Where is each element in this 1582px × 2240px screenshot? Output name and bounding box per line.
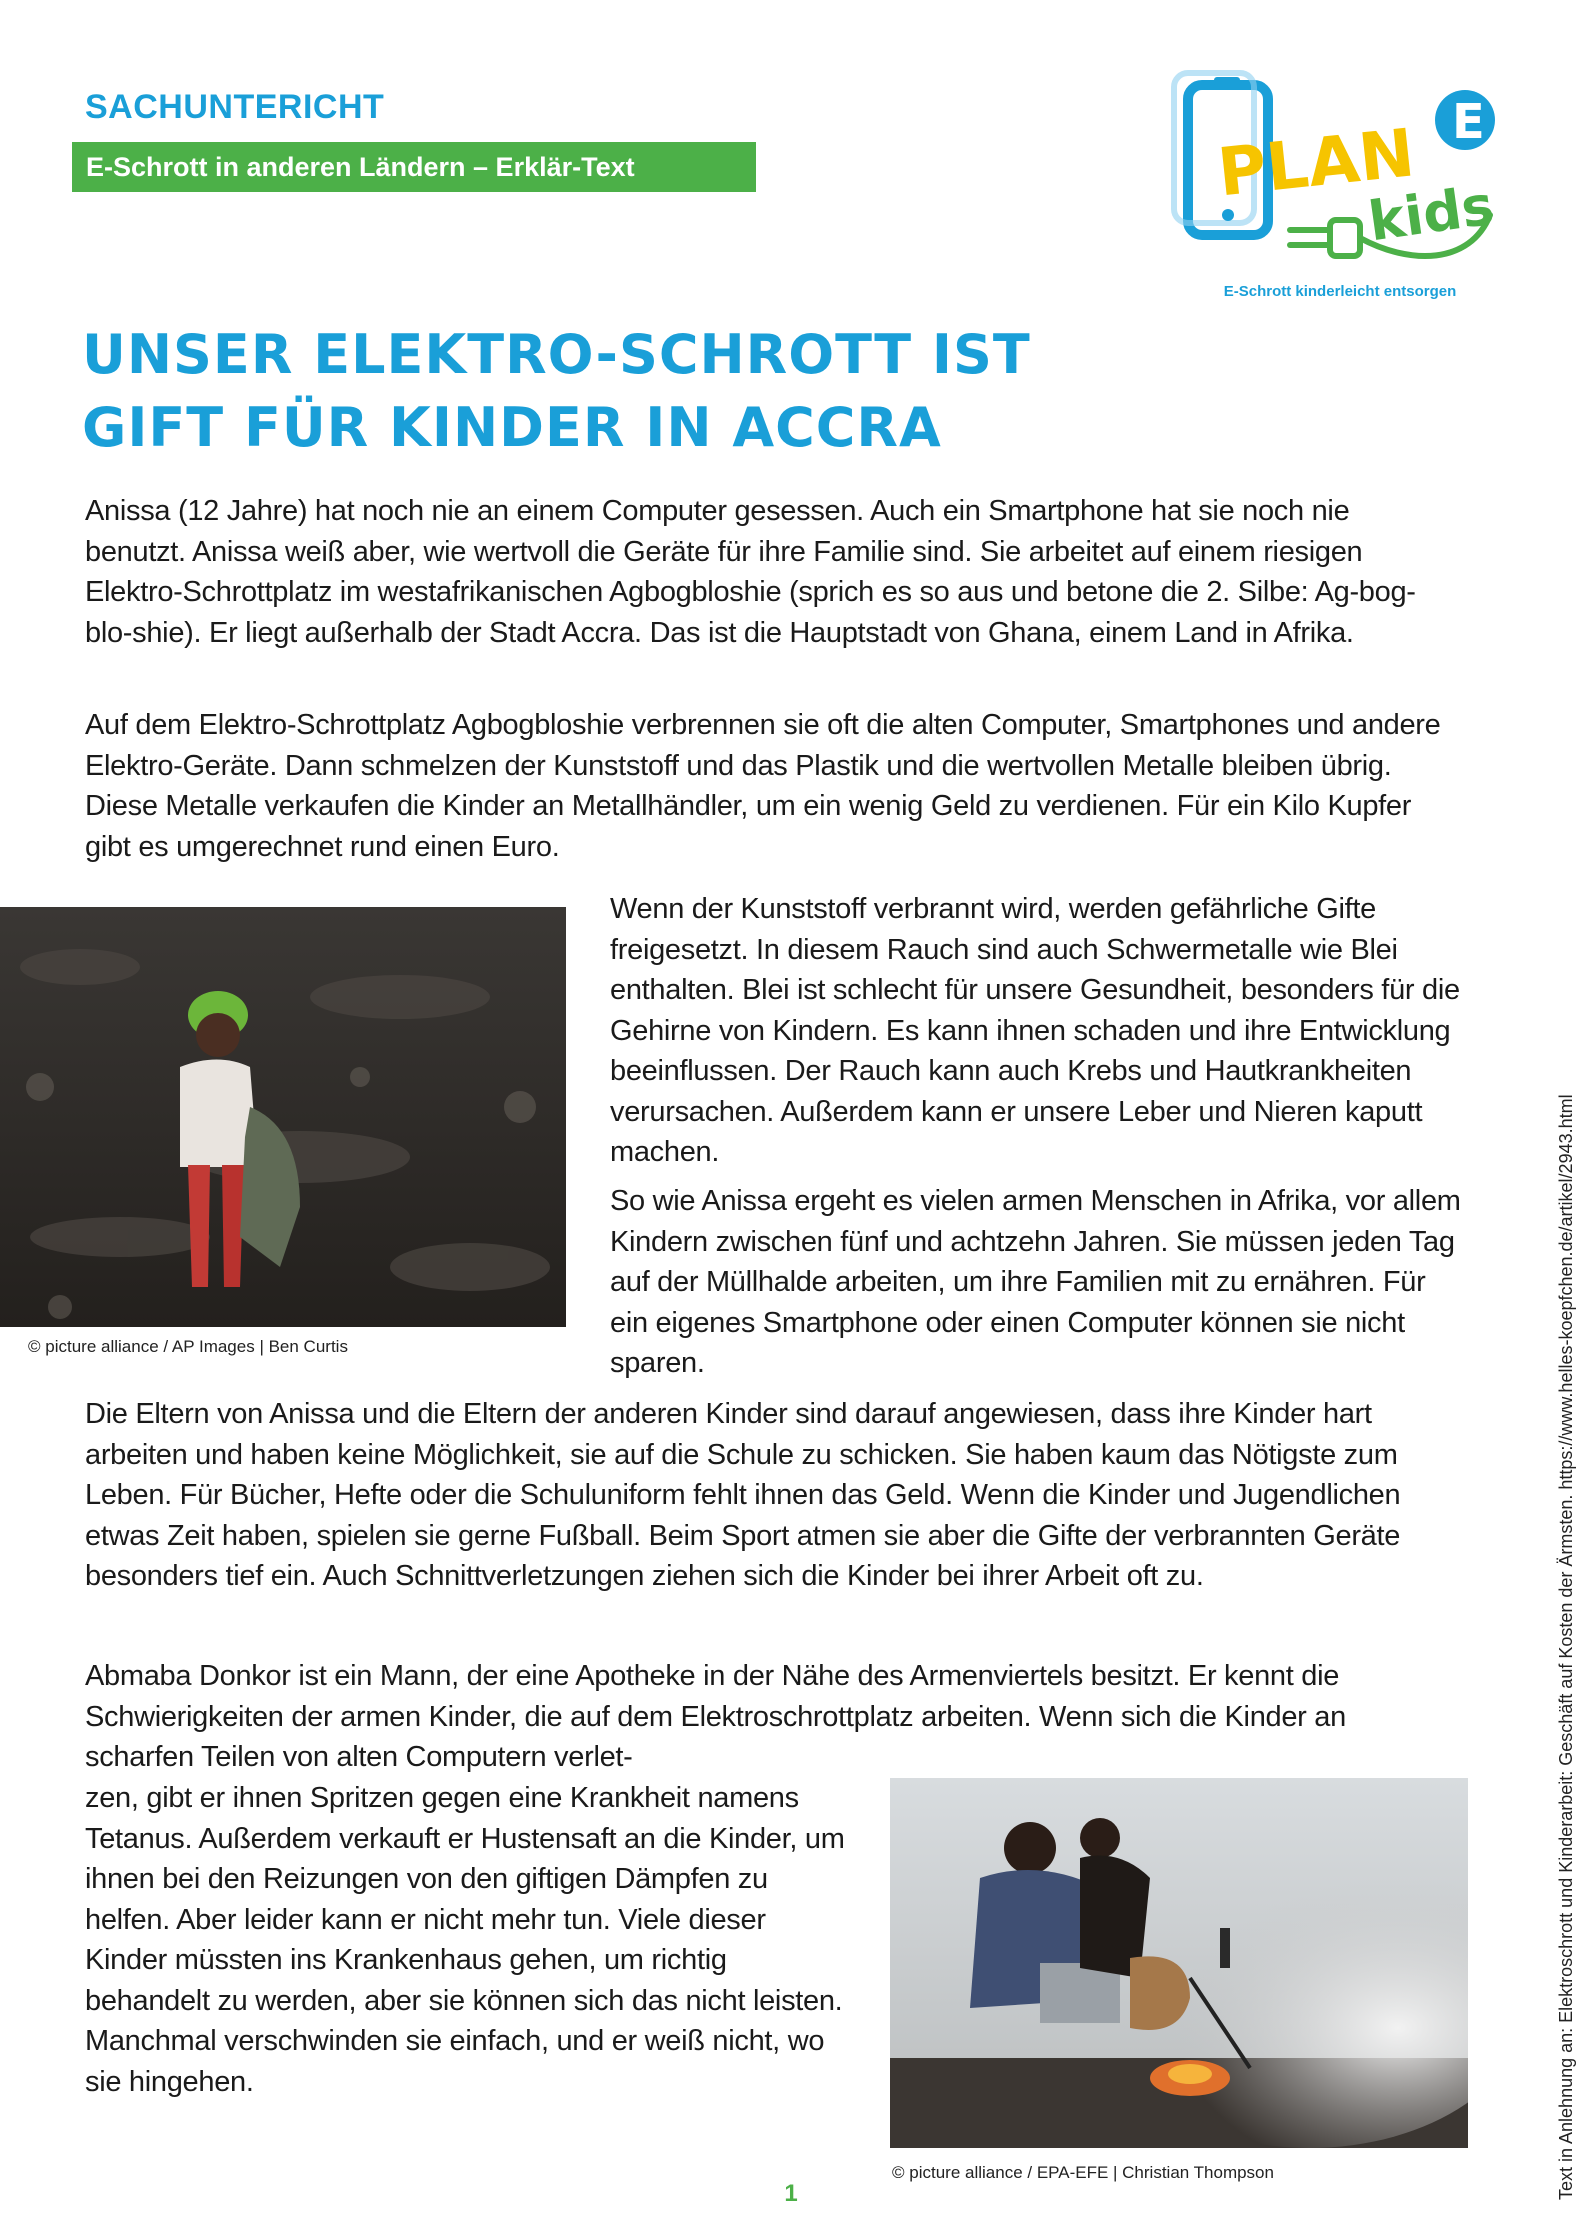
logo-tagline: E-Schrott kinderleicht entsorgen [1223,283,1457,300]
subject-label: SACHUNTERICHT [85,88,385,126]
paragraph-3: Wenn der Kunststoff verbrannt wird, werden gefährliche Gifte freigesetzt. In diesem Rauch sind auch Schwermetalle wie Blei enthalten. Blei ist schlecht für unsere Gesundheit, besonders für die Gehirne von Kindern. Es kann ihnen schaden und ihre Entwicklung beeinflussen. Der Rauch kann auch Krebs und Hautkrankheiten verursachen. Außerdem kann er unsere Leber und Nieren kaputt machen. [610,893,1460,1168]
photo-1-caption: © picture alliance / AP Images | Ben Curtis [28,1337,348,1356]
paragraph-6-bottom: zen, gibt er ihnen Spritzen gegen eine Krankheit namens Tetanus. Außerdem verkauft er Hustensaft an die Kinder, um ihnen bei den Reizungen von den giftigen Dämpfen zu helfen. Aber leider kann er nicht mehr tun. Viele dieser Kinder müssten ins Krankenhaus gehen, um richtig behandelt zu werden, aber sie können sich das nicht leisten. Manchmal verschwinden sie einfach, und er weiß nicht, wo sie hingehen. [85,1782,845,2098]
plan-e-kids-logo [1170,65,1510,310]
paragraph-6-top: Abmaba Donkor ist ein Mann, der eine Apotheke in der Nähe des Armenviertels besitzt. Er kennt die Schwierigkeiten der armen Kinder, die auf dem Elektroschrottplatz arbeiten. Wenn sich die Kinder an scharfen Teilen von alten Computern verlet- [85,1660,1346,1773]
title-line-1: UNSER ELEKTRO-SCHROTT IST [82,323,1031,386]
photo-2-caption: © picture alliance / EPA-EFE | Christian Thompson [892,2163,1274,2182]
page-title [82,318,1182,464]
topic-banner: E-Schrott in anderen Ländern – Erklär-Text [72,142,756,192]
logo-kids: kids [1364,173,1498,254]
logo-e-badge [1435,90,1495,150]
logo-e-letter: E [1452,94,1485,150]
paragraph-5: Die Eltern von Anissa und die Eltern der anderen Kinder sind darauf angewiesen, dass ihre Kinder hart arbeiten und haben keine Möglichkeit, sie auf die Schule zu schicken. Sie haben kaum das Nötigste zum Leben. Für Bücher, Hefte oder die Schuluniform fehlt ihnen das Geld. Wenn die Kinder und Jugendlichen etwas Zeit haben, spielen sie gerne Fußball. Beim Sport atmen sie aber die Gifte der verbrannten Geräte besonders tief ein. Auch Schnittverletzungen ziehen sich die Kinder bei ihrer Arbeit oft zu. [85,1398,1401,1592]
page-number: 1 [784,2180,798,2207]
logo-word: PLAN [1214,114,1418,212]
photo-burning-scrap [890,1778,1468,2148]
title-line-2: GIFT FÜR KINDER IN ACCRA [82,396,942,459]
paragraph-2: Auf dem Elektro-Schrottplatz Agbogbloshie verbrennen sie oft die alten Computer, Smartphones und andere Elektro-Geräte. Dann schmelzen der Kunststoff und das Plastik und die wertvollen Metalle bleiben übrig. Diese Metalle verkaufen die Kinder an Metallhändler, um ein wenig Geld zu verdienen. Für ein Kilo Kupfer gibt es umgerechnet rund einen Euro. [85,709,1441,863]
source-credit: Text in Anlehnung an: Elektroschrott und Kinderarbeit: Geschäft auf Kosten der Ärmsten. https://www.helles-koepfchen.de/artikel/2943.html [1556,1094,1576,2200]
paragraph-4: So wie Anissa ergeht es vielen armen Menschen in Afrika, vor allem Kindern zwischen fünf und achtzehn Jahren. Sie müssen jeden Tag auf der Müllhalde arbeiten, um ihre Familien mit zu ernähren. Für ein eigenes Smartphone oder einen Computer können sie nicht sparen. [610,1185,1461,1379]
photo-girl-on-dump [0,907,566,1327]
paragraph-1: Anissa (12 Jahre) hat noch nie an einem Computer gesessen. Auch ein Smartphone hat sie noch nie benutzt. Anissa weiß aber, wie wertvoll die Geräte für ihre Familie sind. Sie arbeitet auf einem riesigen Elektro-Schrottplatz im westafrikanischen Agbogbloshie (sprich es so aus und betone die 2. Silbe: Ag-bog-blo-shie). Er liegt außerhalb der Stadt Accra. Das ist die Hauptstadt von Ghana, einem Land in Afrika. [85,495,1416,649]
